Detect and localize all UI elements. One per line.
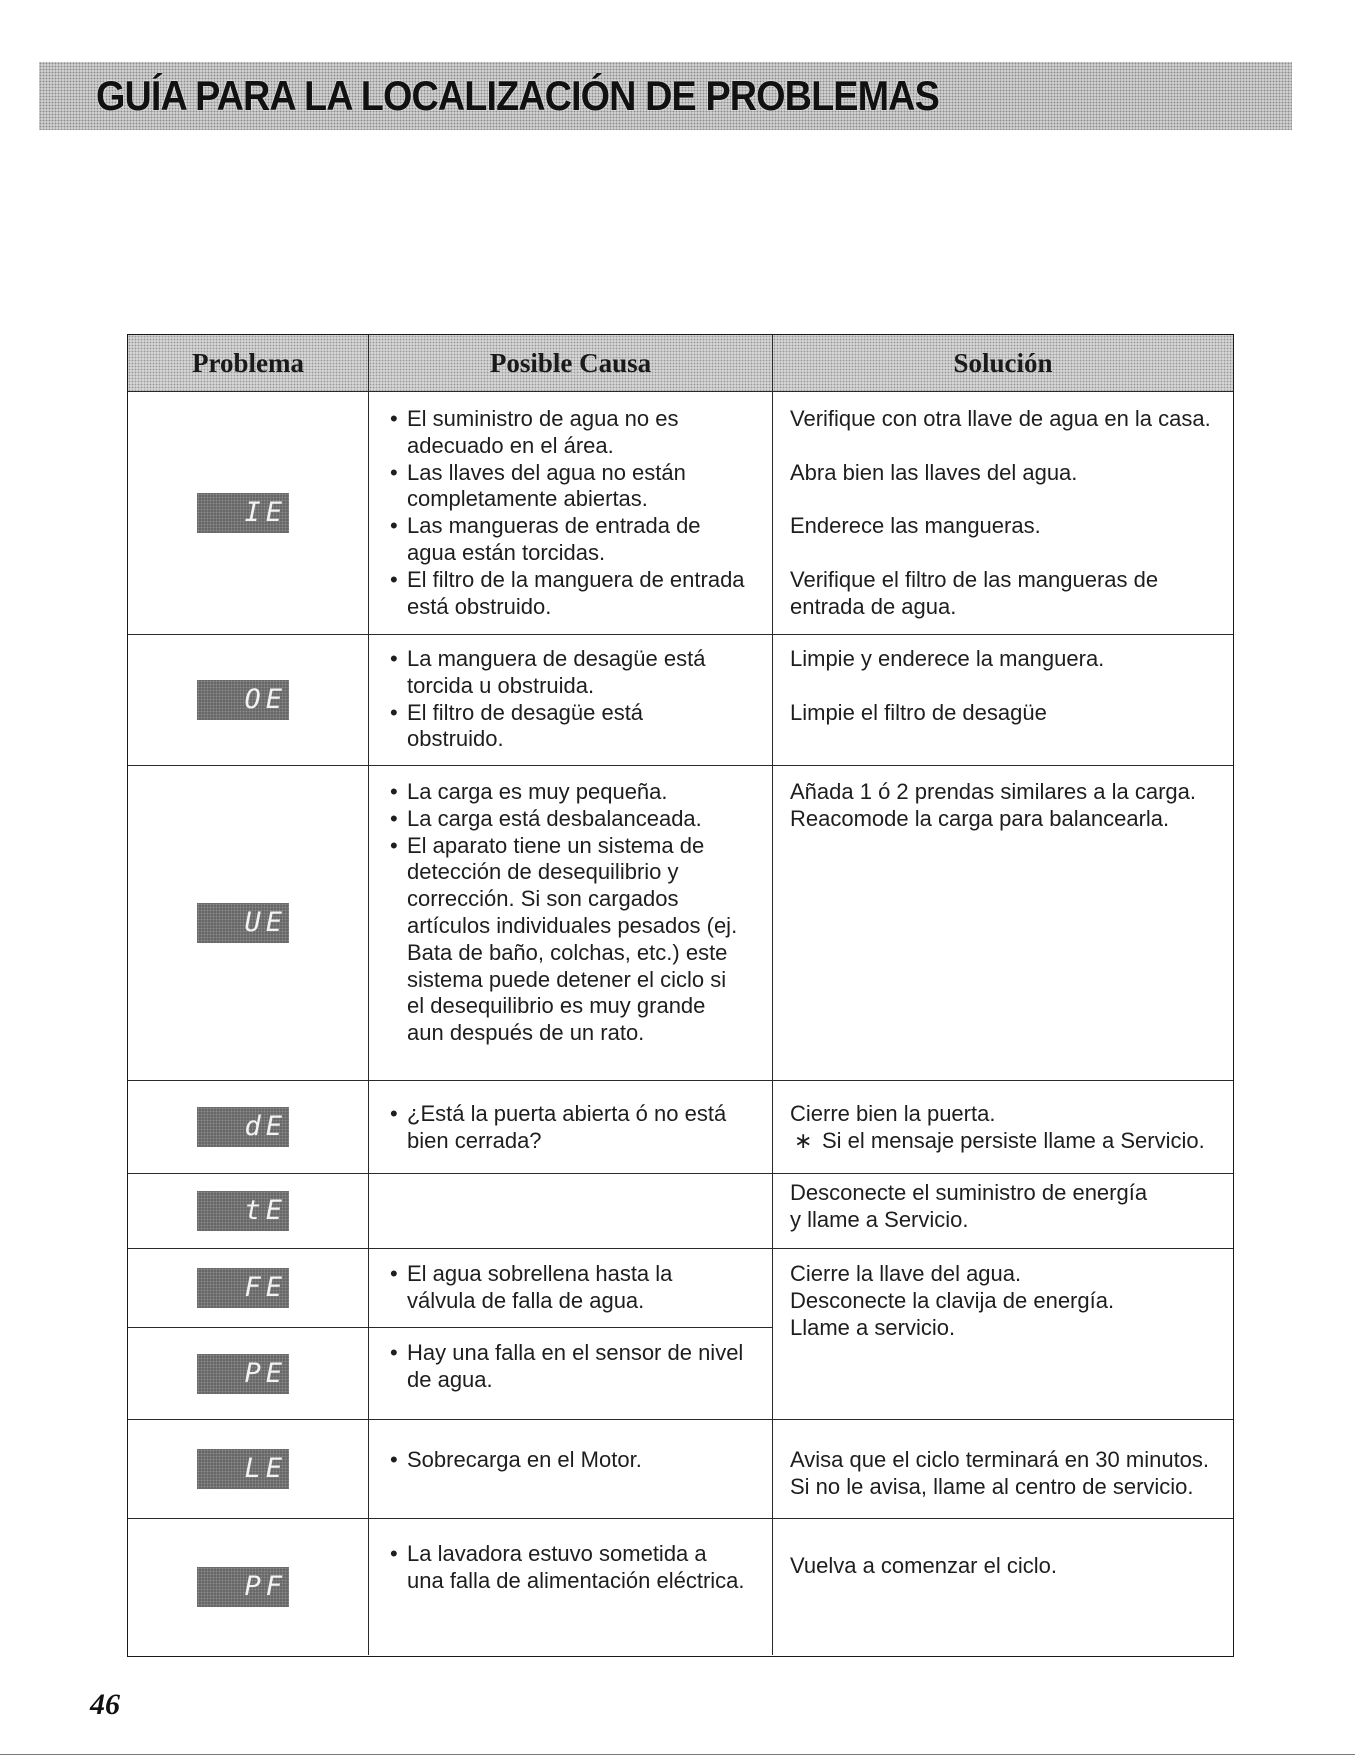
error-code-display: tE — [197, 1191, 289, 1231]
solution-item: Vuelva a comenzar el ciclo. — [790, 1553, 1057, 1578]
solution-note — [790, 1128, 1227, 1155]
solution-item: Limpie el filtro de desagüe — [790, 699, 1047, 725]
solution-cell — [772, 1173, 1233, 1248]
cause-cell — [368, 1173, 772, 1248]
error-code-display: UE — [197, 903, 289, 943]
cause-item: • El filtro de desagüe está obstruido. — [390, 700, 766, 754]
error-code-display: FE — [197, 1268, 289, 1308]
cause-cell — [368, 1080, 772, 1173]
solution-item: Cierre la llave del agua. — [790, 1261, 1022, 1286]
error-code-display: PE — [197, 1354, 289, 1394]
error-code-display: OE — [197, 680, 289, 720]
problem-cell — [128, 1518, 368, 1655]
problem-cell — [128, 1173, 368, 1248]
page-title: GUÍA PARA LA LOCALIZACIÓN DE PROBLEMAS — [96, 72, 939, 119]
cause-item: • Las llaves del agua no están completamente abiertas. — [390, 460, 766, 514]
solution-item: Verifique el filtro de las mangueras de entrada de agua. — [790, 566, 1159, 619]
cause-item: • La lavadora estuvo sometida a una falla de alimentación eléctrica. — [390, 1541, 766, 1595]
page-number: 46 — [90, 1688, 120, 1721]
solution-note-text: Si el mensaje persiste llame a Servicio. — [822, 1127, 1205, 1153]
solution-item: Verifique con otra llave de agua en la casa. — [790, 406, 1211, 431]
cause-cell — [368, 1419, 772, 1518]
problem-cell — [128, 1419, 368, 1518]
solution-cell — [772, 1419, 1233, 1518]
error-code-display: PF — [197, 1567, 289, 1607]
error-code-display: LE — [197, 1449, 289, 1489]
cause-item: • La carga está desbalanceada. — [390, 806, 766, 833]
cause-item: • Hay una falla en el sensor de nivel de agua. — [390, 1340, 766, 1394]
header-solution: Solución — [772, 335, 1233, 391]
header-cause: Posible Causa — [368, 335, 772, 391]
cause-item: • El agua sobrellena hasta la válvula de falla de agua. — [390, 1261, 766, 1315]
solution-cell — [772, 634, 1233, 765]
cause-cell — [368, 1327, 772, 1419]
troubleshooting-table — [127, 334, 1234, 1657]
asterisk-icon: ∗ — [794, 1127, 813, 1153]
page-bottom-rule — [0, 1754, 1355, 1755]
solution-cell — [772, 1518, 1233, 1655]
solution-cell — [772, 1248, 1233, 1419]
solution-cell — [772, 391, 1233, 634]
error-code-display: dE — [197, 1107, 289, 1147]
solution-item: Abra bien las llaves del agua. — [790, 459, 1078, 485]
problem-cell — [128, 1327, 368, 1419]
cause-item: • Sobrecarga en el Motor. — [390, 1447, 766, 1474]
cause-item: • El aparato tiene un sistema de detección de desequilibrio y corrección. Si son cargados artículos individuales pesados (ej. Bata de baño, colchas, etc.) este sistema puede detener el ciclo si el desequilibrio es muy grande aun después de un rato. — [390, 833, 766, 1047]
header-problem: Problema — [128, 335, 368, 391]
solution-item: Reacomode la carga para balancearla. — [790, 805, 1170, 831]
cause-item: • El suministro de agua no es adecuado en el área. — [390, 406, 766, 460]
cause-cell — [368, 1248, 772, 1327]
solution-item: Llame a servicio. — [790, 1314, 956, 1340]
cause-cell — [368, 765, 772, 1080]
problem-cell — [128, 391, 368, 634]
solution-item: Cierre bien la puerta. — [790, 1101, 996, 1126]
solution-item: Avisa que el ciclo terminará en 30 minutos. — [790, 1447, 1210, 1472]
cause-item: • La carga es muy pequeña. — [390, 779, 766, 806]
cause-item: • Las mangueras de entrada de agua están torcidas. — [390, 513, 766, 567]
solution-item: Desconecte la clavija de energía. — [790, 1287, 1115, 1313]
solution-item: Enderece las mangueras. — [790, 513, 1041, 539]
problem-cell — [128, 634, 368, 765]
error-code-display: IE — [197, 493, 289, 533]
cause-item: • La manguera de desagüe está torcida u obstruida. — [390, 646, 766, 700]
solution-item: Si no le avisa, llame al centro de servicio. — [790, 1473, 1194, 1499]
solution-cell — [772, 1080, 1233, 1173]
solution-cell — [772, 765, 1233, 1080]
cause-item: • ¿Está la puerta abierta ó no está bien cerrada? — [390, 1101, 766, 1155]
problem-cell — [128, 1248, 368, 1327]
cause-cell — [368, 1518, 772, 1655]
solution-item: Desconecte el suministro de energía y llame a Servicio. — [790, 1180, 1148, 1232]
solution-item: Limpie y enderece la manguera. — [790, 646, 1105, 671]
problem-cell — [128, 765, 368, 1080]
cause-item: • El filtro de la manguera de entrada está obstruido. — [390, 567, 766, 621]
solution-item: Añada 1 ó 2 prendas similares a la carga. — [790, 779, 1197, 804]
cause-cell — [368, 634, 772, 765]
problem-cell — [128, 1080, 368, 1173]
cause-cell — [368, 391, 772, 634]
